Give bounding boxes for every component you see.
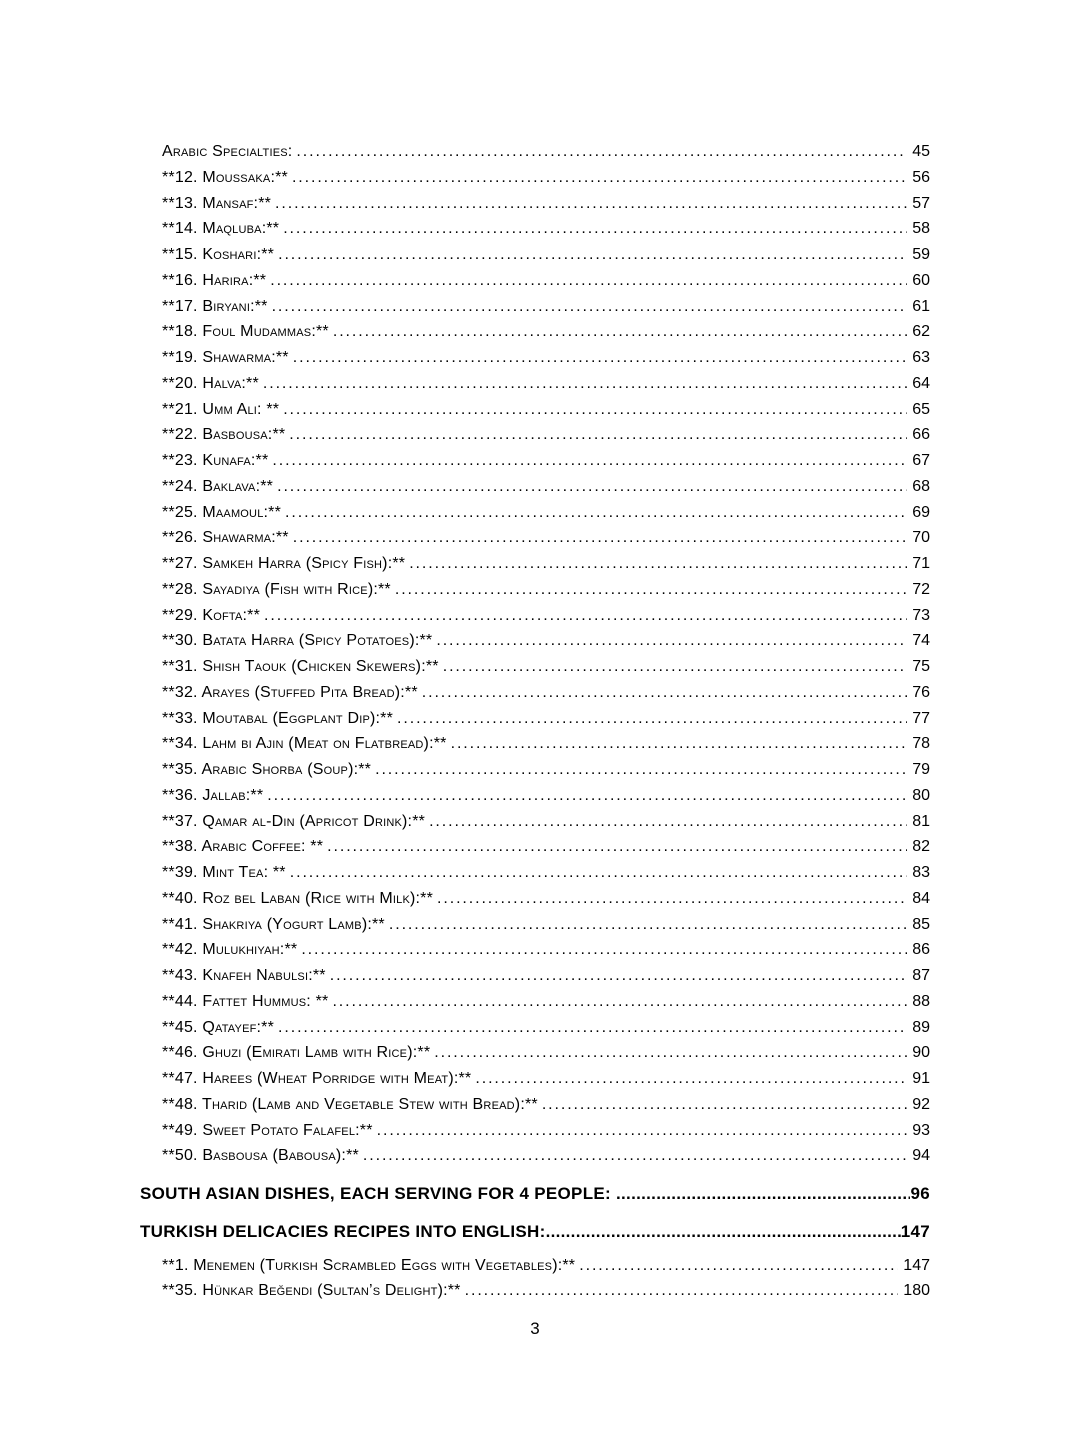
dot-leader [268,448,907,474]
dot-leader [286,860,907,886]
toc-entry-label: **32. Arayes (Stuffed Pita Bread):** [162,683,418,701]
toc-entry-page-number: 74 [912,632,930,650]
dot-leader [616,1181,910,1207]
toc-entry-row[interactable] [140,989,930,1015]
toc-heading-row[interactable] [140,1219,930,1245]
toc-entry-label: **38. Arabic Coffee: ** [162,838,324,856]
toc-entry-row[interactable] [140,345,930,371]
toc-entry-page-number: 147 [900,1221,930,1241]
toc-entry-row[interactable] [140,603,930,629]
toc-entry-label: **24. Baklava:** [162,477,274,495]
toc-entry-page-number: 63 [912,349,930,366]
toc-entry-row[interactable] [140,1253,930,1279]
toc-entry-label: **37. Qamar al-Din (Apricot Drink):** [162,812,426,830]
dot-leader [461,1278,899,1304]
toc-entry-label: **19. Shawarma:** [162,349,289,366]
toc-entry-page-number: 56 [912,168,930,186]
dot-leader [274,1015,907,1041]
toc-entry-page-number: 59 [912,246,930,263]
dot-leader [281,500,907,526]
toc-entry-row[interactable] [140,216,930,242]
dot-leader [289,525,907,551]
toc-entry-row[interactable] [140,474,930,500]
toc-entry-row[interactable] [140,886,930,912]
toc-entry-page-number: 57 [912,194,930,212]
toc-entry-page-number: 65 [912,400,930,418]
dot-leader [433,886,907,912]
toc-entry-label: **20. Halva:** [162,374,259,392]
toc-entry-row[interactable] [140,191,930,217]
toc-entry-label: **41. Shakriya (Yogurt Lamb):** [162,915,385,933]
toc-entry-row[interactable] [140,1092,930,1118]
toc-entry-row[interactable] [140,654,930,680]
toc-entry-row[interactable] [140,912,930,938]
toc-entry-row[interactable] [140,860,930,886]
toc-entry-page-number: 90 [912,1044,930,1062]
toc-entry-label: **13. Mansaf:** [162,194,272,212]
toc-entry-page-number: 66 [912,426,930,444]
toc-entry-page-number: 72 [912,580,930,598]
toc-entry-page-number: 61 [912,297,930,315]
toc-entry-label: **42. Mulukhiyah:** [162,941,298,959]
dot-leader [274,242,907,268]
toc-entry-page-number: 67 [912,452,930,469]
toc-entry-label: **23. Kunafa:** [162,452,269,469]
toc-entry-row[interactable] [140,963,930,989]
toc-entry-label: **16. Harira:** [162,271,267,289]
toc-entry-row[interactable] [140,371,930,397]
dot-leader [323,834,907,860]
dot-leader [546,1219,901,1245]
dot-leader [266,268,907,294]
dot-leader [359,1143,907,1169]
dot-leader [279,397,907,423]
toc-entry-page-number: 79 [912,761,930,778]
toc-entry-label: **30. Batata Harra (Spicy Potatoes):** [162,632,433,650]
dot-leader [447,731,908,757]
toc-entry-row[interactable] [140,1143,930,1169]
dot-leader [432,628,907,654]
toc-entry-page-number: 91 [912,1070,930,1087]
toc-entry-page-number: 83 [912,864,930,881]
toc-entry-label: **49. Sweet Potato Falafel:** [162,1121,373,1139]
toc-entry-page-number: 68 [912,477,930,495]
toc-entry-row[interactable] [140,809,930,835]
toc-entry-label: **27. Samkeh Harra (Spicy Fish):** [162,555,406,572]
toc-entry-label: **48. Tharid (Lamb and Vegetable Stew with Bread):** [162,1095,538,1113]
toc-entry-label: **28. Sayadiya (Fish with Rice):** [162,580,391,598]
toc-entry-row[interactable] [140,783,930,809]
dot-leader [292,139,907,165]
dot-leader [471,1066,907,1092]
toc-entry-label: **39. Mint Tea: ** [162,864,286,881]
toc-entry-row[interactable] [140,397,930,423]
toc-entry-page-number: 96 [910,1184,930,1203]
toc-entry-label: **40. Roz bel Laban (Rice with Milk):** [162,889,434,907]
toc-entry-row[interactable] [140,500,930,526]
dot-leader [279,216,907,242]
toc-entry-page-number: 88 [912,992,930,1010]
toc-entry-row[interactable] [140,1040,930,1066]
toc-entry-row[interactable] [140,937,930,963]
dot-leader [285,422,907,448]
dot-leader [259,371,907,397]
toc-entry-label: **21. Umm Ali: ** [162,400,280,418]
toc-entry-row[interactable] [140,139,930,165]
toc-entry-page-number: 94 [912,1147,930,1165]
toc-entry-label: **25. Maamoul:** [162,503,282,521]
toc-entry-page-number: 86 [912,941,930,959]
toc-entry-label: **17. Biryani:** [162,297,268,315]
toc-entry-row[interactable] [140,1066,930,1092]
toc-entry-page-number: 64 [912,374,930,392]
toc-entry-row[interactable] [140,319,930,345]
toc-entry-page-number: 62 [912,323,930,341]
dot-leader [289,345,907,371]
toc-entry-page-number: 73 [912,606,930,624]
dot-leader [385,912,907,938]
toc-entry-row[interactable] [140,422,930,448]
toc-entry-row[interactable] [140,294,930,320]
toc-entry-label: SOUTH ASIAN DISHES, EACH SERVING FOR 4 PEOPLE: [140,1184,617,1203]
dot-leader [326,963,907,989]
toc-entry-row[interactable] [140,1015,930,1041]
toc-entry-page-number: 87 [912,967,930,984]
toc-entry-row[interactable] [140,1118,930,1144]
page-number: 3 [530,1319,540,1338]
toc-entry-page-number: 85 [912,915,930,933]
toc-entry-page-number: 89 [912,1018,930,1036]
toc-entry-page-number: 93 [912,1121,930,1139]
dot-leader [328,989,907,1015]
toc-entry-label: **22. Basbousa:** [162,426,286,444]
toc-entry-label: **26. Shawarma:** [162,529,289,547]
dot-leader [405,551,907,577]
toc-entry-page-number: 71 [912,555,930,572]
dot-leader [268,294,908,320]
dot-leader [430,1040,907,1066]
toc-entry-label: **34. Lahm bi Ajin (Meat on Flatbread):** [162,735,447,753]
toc-entry-row[interactable] [140,525,930,551]
toc-entry-page-number: 77 [912,709,930,727]
toc-entry-row[interactable] [140,448,930,474]
toc-entry-page-number: 70 [912,529,930,547]
toc-entry-label: **33. Moutabal (Eggplant Dip):** [162,709,394,727]
toc-entry-label: **36. Jallab:** [162,786,264,804]
dot-leader [263,783,907,809]
toc-entry-row[interactable] [140,731,930,757]
toc-entry-page-number: 180 [903,1282,930,1300]
dot-leader [288,165,907,191]
toc-entry-label: **12. Moussaka:** [162,168,288,186]
toc-entry-label: Arabic Specialties: [162,143,293,160]
toc-entry-page-number: 92 [912,1095,930,1113]
toc-entry-label: **43. Knafeh Nabulsi:** [162,967,326,984]
toc-entry-page-number: 60 [912,271,930,289]
toc-entry-row[interactable] [140,551,930,577]
toc-entry-row[interactable] [140,268,930,294]
dot-leader [393,706,907,732]
toc-entry-label: **45. Qatayef:** [162,1018,275,1036]
toc-entry-label: **15. Koshari:** [162,246,275,263]
dot-leader [297,937,907,963]
toc-entry-page-number: 45 [912,143,930,160]
dot-leader [371,757,907,783]
toc-entry-row[interactable] [140,757,930,783]
toc-entry-row[interactable] [140,834,930,860]
dot-leader [271,191,907,217]
dot-leader [538,1092,907,1118]
toc-entry-label: **29. Kofta:** [162,606,261,624]
toc-entry-page-number: 58 [912,220,930,238]
dot-leader [425,809,907,835]
toc-entry-label: TURKISH DELICACIES RECIPES INTO ENGLISH: [140,1221,546,1241]
toc-entry-row[interactable] [140,577,930,603]
dot-leader [575,1253,898,1279]
dot-leader [373,1118,908,1144]
toc-entry-page-number: 75 [912,658,930,675]
toc-entry-page-number: 82 [912,838,930,856]
dot-leader [329,319,907,345]
toc-entry-label: **18. Foul Mudammas:** [162,323,329,341]
toc-entry-label: **35. Hünkar Beğendi (Sultan’s Delight):** [162,1282,461,1300]
toc-entry-page-number: 84 [912,889,930,907]
page-footer [140,1316,930,1342]
toc-heading-row[interactable] [140,1181,930,1207]
toc-entry-page-number: 76 [912,683,930,701]
toc-entry-label: **50. Basbousa (Babousa):** [162,1147,359,1165]
toc-entry-page-number: 147 [903,1256,930,1274]
toc-entry-row[interactable] [140,242,930,268]
table-of-contents [140,139,930,1304]
toc-entry-label: **46. Ghuzi (Emirati Lamb with Rice):** [162,1044,431,1062]
toc-entry-label: **1. Menemen (Turkish Scrambled Eggs with Vegetables):** [162,1256,576,1274]
dot-leader [418,680,907,706]
toc-entry-row[interactable] [140,165,930,191]
toc-entry-page-number: 80 [912,786,930,804]
dot-leader [391,577,907,603]
toc-entry-label: **14. Maqluba:** [162,220,280,238]
toc-entry-row[interactable] [140,628,930,654]
toc-entry-row[interactable] [140,680,930,706]
toc-entry-label: **35. Arabic Shorba (Soup):** [162,761,372,778]
dot-leader [260,603,907,629]
toc-entry-row[interactable] [140,1278,930,1304]
toc-entry-label: **47. Harees (Wheat Porridge with Meat):** [162,1070,472,1087]
toc-entry-label: **31. Shish Taouk (Chicken Skewers):** [162,658,439,675]
toc-entry-label: **44. Fattet Hummus: ** [162,992,329,1010]
dot-leader [439,654,907,680]
dot-leader [273,474,907,500]
toc-entry-page-number: 81 [912,812,930,830]
toc-entry-page-number: 78 [912,735,930,753]
toc-entry-page-number: 69 [912,503,930,521]
toc-entry-row[interactable] [140,706,930,732]
